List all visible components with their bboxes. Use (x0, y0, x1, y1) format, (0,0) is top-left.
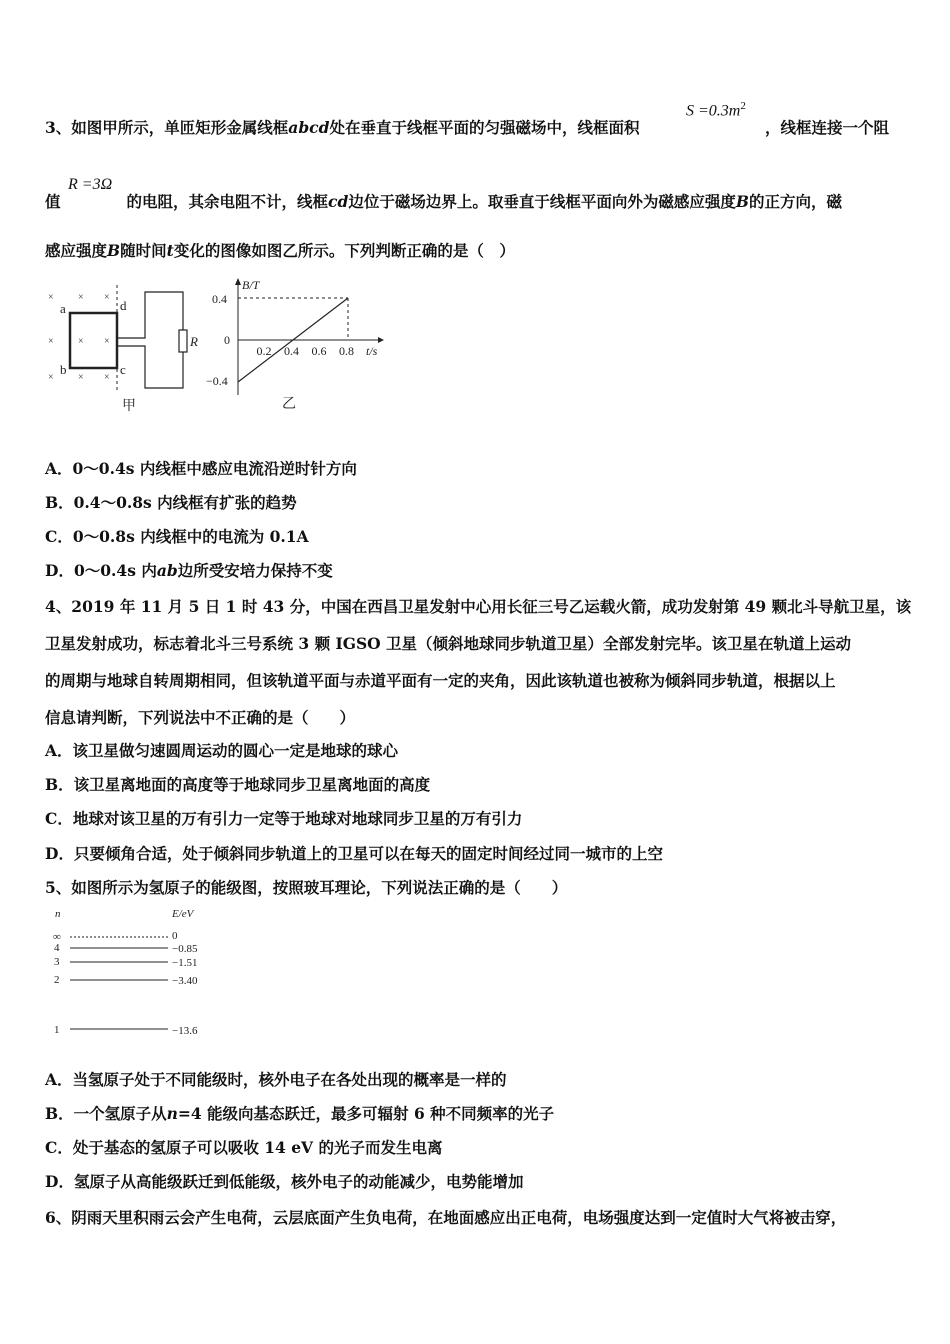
q3-abcd: abcd (288, 118, 330, 137)
x-tick-0.6: 0.6 (311, 344, 327, 358)
q5-stem: 5、如图所示为氢原子的能级图，按照玻耳理论，下列说法正确的是（ ） (45, 878, 568, 897)
q3-line-3 (45, 239, 515, 261)
q4-option-c: C．地球对该卫星的万有引力一定等于地球对地球同步卫星的万有引力 (45, 809, 523, 828)
q3-cd: cd (328, 192, 349, 211)
q3-option-b: B．0.4～0.8s 内线框有扩张的趋势 (45, 493, 297, 512)
q3-option-a: A．0～0.4s 内线框中感应电流沿逆时针方向 (45, 459, 357, 478)
energy-level-diagram (48, 903, 228, 1043)
x-axis-label: t/s (366, 344, 378, 358)
q5-option-d: D．氢原子从高能级跃迁到低能级，核外电子的动能减少，电势能增加 (45, 1172, 524, 1191)
cross-mark: × (78, 372, 84, 383)
q3-line-1-end: ，线框连接一个阻 (765, 118, 890, 137)
q3-ab: ab (156, 561, 178, 580)
q3-text: 变化的图像如图乙所示。下列判断正确的是（ ） (173, 241, 515, 260)
figure-yi (200, 275, 390, 415)
q3-text: 处在垂直于线框平面的匀强磁场中，线框面积 (329, 118, 640, 137)
q4-option-a: A．该卫星做匀速圆周运动的圆心一定是地球的球心 (45, 741, 399, 760)
resistance-formula: R =3Ω (68, 176, 113, 193)
y-tick-bottom: −0.4 (206, 374, 228, 388)
level-n-2: 2 (54, 974, 60, 986)
level-e-infinity: 0 (172, 930, 178, 942)
level-e-3: −1.51 (172, 957, 198, 969)
q4-line-3: 的周期与地球自转周期相同，但该轨道平面与赤道平面有一定的夹角，因此该轨道也被称为倾斜同步轨道，根据以上 (45, 671, 836, 690)
q4-line-4: 信息请判断，下列说法中不正确的是（ ） (45, 708, 356, 727)
x-tick-0.8: 0.8 (339, 344, 354, 358)
cross-mark: × (78, 292, 84, 303)
q3-text: 3、如图甲所示，单匝矩形金属线框 (45, 118, 289, 137)
q3-option-c: C．0～0.8s 内线框中的电流为 0.1A (45, 527, 309, 546)
q3-line-2 (45, 190, 842, 212)
label-a: a (60, 301, 66, 316)
q3-line-1 (45, 116, 639, 138)
q5-option-b-text: =4 能级向基态跃迁，最多可辐射 6 种不同频率的光子 (177, 1104, 555, 1123)
q3-B: B (107, 241, 121, 260)
cross-mark: × (104, 292, 110, 303)
q4-line-2: 卫星发射成功，标志着北斗三号系统 3 颗 IGSO 卫星（倾斜地球同步轨道卫星）全部发射完毕。该卫星在轨道上运动 (45, 634, 852, 653)
q5-option-b (45, 1102, 554, 1124)
q5-option-c: C．处于基态的氢原子可以吸收 14 eV 的光子而发生电离 (45, 1138, 443, 1157)
magnetic-field-crosses (48, 292, 110, 383)
q3-option-d-text: 边所受安培力保持不变 (177, 561, 333, 580)
q4-option-b: B．该卫星离地面的高度等于地球同步卫星离地面的高度 (45, 775, 431, 794)
cross-mark: × (48, 336, 54, 347)
caption-yi: 乙 (282, 397, 296, 412)
label-c: c (120, 362, 126, 377)
q5-option-a: A．当氢原子处于不同能级时，核外电子在各处出现的概率是一样的 (45, 1070, 507, 1089)
level-e-1: −13.6 (172, 1025, 198, 1037)
cross-mark: × (48, 372, 54, 383)
q4-option-d: D．只要倾角合适，处于倾斜同步轨道上的卫星可以在每天的固定时间经过同一城市的上空 (45, 844, 663, 863)
figure-jia (40, 280, 210, 415)
label-b: b (60, 362, 67, 377)
cross-mark: × (78, 336, 84, 347)
area-formula: $S =0.3m^2$ (686, 100, 746, 120)
q3-B: B (735, 192, 749, 211)
q3-option-d-text: D．0～0.4s 内 (45, 561, 157, 580)
cross-mark: × (104, 372, 110, 383)
q4-line-1: 4、2019 年 11 月 5 日 1 时 43 分，中国在西昌卫星发射中心用长征三号乙运载火箭，成功发射第 49 颗北斗导航卫星，该 (45, 597, 912, 616)
caption-jia: 甲 (122, 399, 136, 414)
q3-text: 值 (45, 192, 61, 211)
level-n-1: 1 (54, 1024, 60, 1036)
q3-text: 的正方向，磁 (748, 192, 842, 211)
cross-mark: × (48, 292, 54, 303)
circuit-wire (117, 292, 183, 388)
n-header: n (55, 908, 61, 920)
q3-text: 随时间 (120, 241, 167, 260)
x-tick-0.2: 0.2 (256, 344, 272, 358)
level-e-2: −3.40 (172, 975, 198, 987)
q3-text: 感应强度 (45, 241, 108, 260)
origin-label: 0 (224, 333, 230, 347)
cross-mark: × (104, 336, 110, 347)
y-axis-arrow (235, 278, 241, 285)
q6-line-1: 6、阴雨天里积雨云会产生电荷，云层底面产生负电荷，在地面感应出正电荷，电场强度达到一定值时大气将被击穿， (45, 1208, 847, 1227)
q5-n: n (166, 1104, 178, 1123)
y-axis-label: B/T (242, 278, 260, 292)
x-tick-0.4: 0.4 (284, 344, 299, 358)
x-axis-arrow (378, 337, 384, 343)
level-e-4: −0.85 (172, 943, 198, 955)
y-tick-top: 0.4 (212, 292, 227, 306)
resistor (179, 330, 187, 352)
label-d: d (120, 298, 127, 313)
level-n-4: 4 (54, 942, 60, 954)
level-n-3: 3 (54, 956, 60, 968)
level-n-infinity: ∞ (53, 931, 61, 943)
label-R: R (190, 334, 198, 349)
q3-text: 的电阻，其余电阻不计，线框 (126, 192, 329, 211)
energy-header: E/eV (172, 908, 194, 920)
q5-option-b-text: B．一个氢原子从 (45, 1104, 167, 1123)
q3-t: t (166, 241, 174, 260)
q3-option-d (45, 559, 333, 581)
q3-text: 边位于磁场边界上。取垂直于线框平面向外为磁感应强度 (348, 192, 736, 211)
